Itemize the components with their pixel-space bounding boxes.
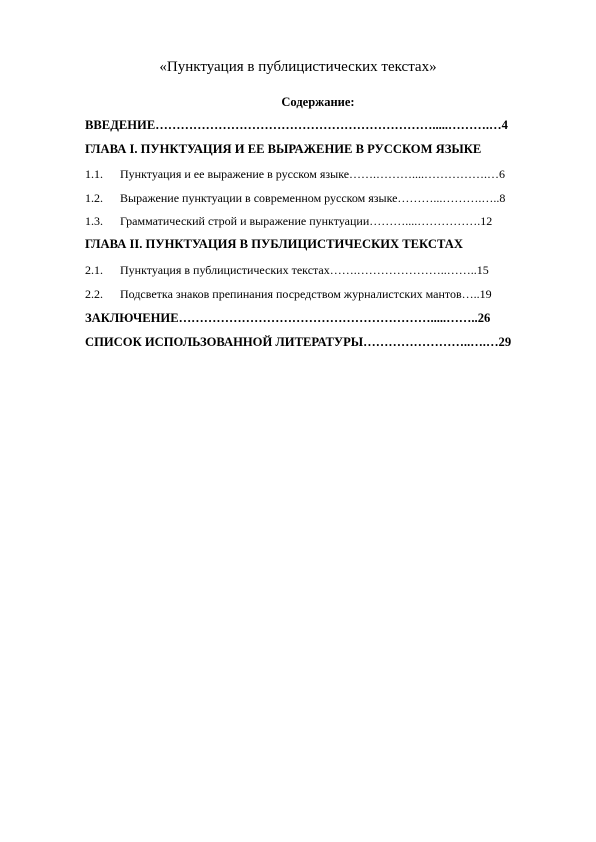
toc-entry-text: Подсветка знаков препинания посредством журналистских мантов…..19 <box>120 287 492 301</box>
toc-entry-number: 1.3. <box>85 214 103 228</box>
toc-entry-number: 1.1. <box>85 167 103 181</box>
document-title: «Пунктуация в публицистических текстах» <box>159 59 437 75</box>
toc-entry-text: ГЛАВА I. ПУНКТУАЦИЯ И ЕЕ ВЫРАЖЕНИЕ В РУССКОМ ЯЗЫКЕ <box>85 142 482 156</box>
toc-section-1-2 <box>85 190 505 206</box>
toc-chapter-1 <box>85 141 481 157</box>
toc-entry-text: ГЛАВА II. ПУНКТУАЦИЯ В ПУБЛИЦИСТИЧЕСКИХ ТЕКСТАХ <box>85 237 463 251</box>
toc-section-2-2 <box>85 286 492 302</box>
toc-entry-text: ВВЕДЕНИЕ………………………………………………………….....……….…4 <box>85 118 508 132</box>
toc-entry-text: Грамматический строй и выражение пунктуации………....…………….12 <box>120 214 493 228</box>
toc-entry-text: СПИСОК ИСПОЛЬЗОВАННОЙ ЛИТЕРАТУРЫ……………………..….…29 <box>85 335 512 349</box>
toc-chapter-2 <box>85 236 463 252</box>
toc-entry-text: Пунктуация в публицистических текстах…….…………………..……..15 <box>120 263 489 277</box>
toc-entry-conclusion <box>85 310 490 326</box>
toc-entry-text: Пунктуация и ее выражение в русском языке…….………....…………….…6 <box>120 167 506 181</box>
toc-entry-introduction <box>85 117 508 133</box>
toc-heading: Содержание: <box>281 95 355 109</box>
toc-entry-number: 1.2. <box>85 191 103 205</box>
toc-section-2-1 <box>85 262 489 278</box>
toc-entry-bibliography <box>85 334 511 350</box>
toc-section-1-3 <box>85 213 492 229</box>
toc-entry-number: 2.2. <box>85 287 103 301</box>
toc-section-1-1 <box>85 166 505 182</box>
toc-entry-text: ЗАКЛЮЧЕНИЕ…………………………………………………….....……..26 <box>85 311 491 325</box>
toc-entry-number: 2.1. <box>85 263 103 277</box>
toc-entry-text: Выражение пунктуации в современном русском языке………...……….…..8 <box>120 191 506 205</box>
